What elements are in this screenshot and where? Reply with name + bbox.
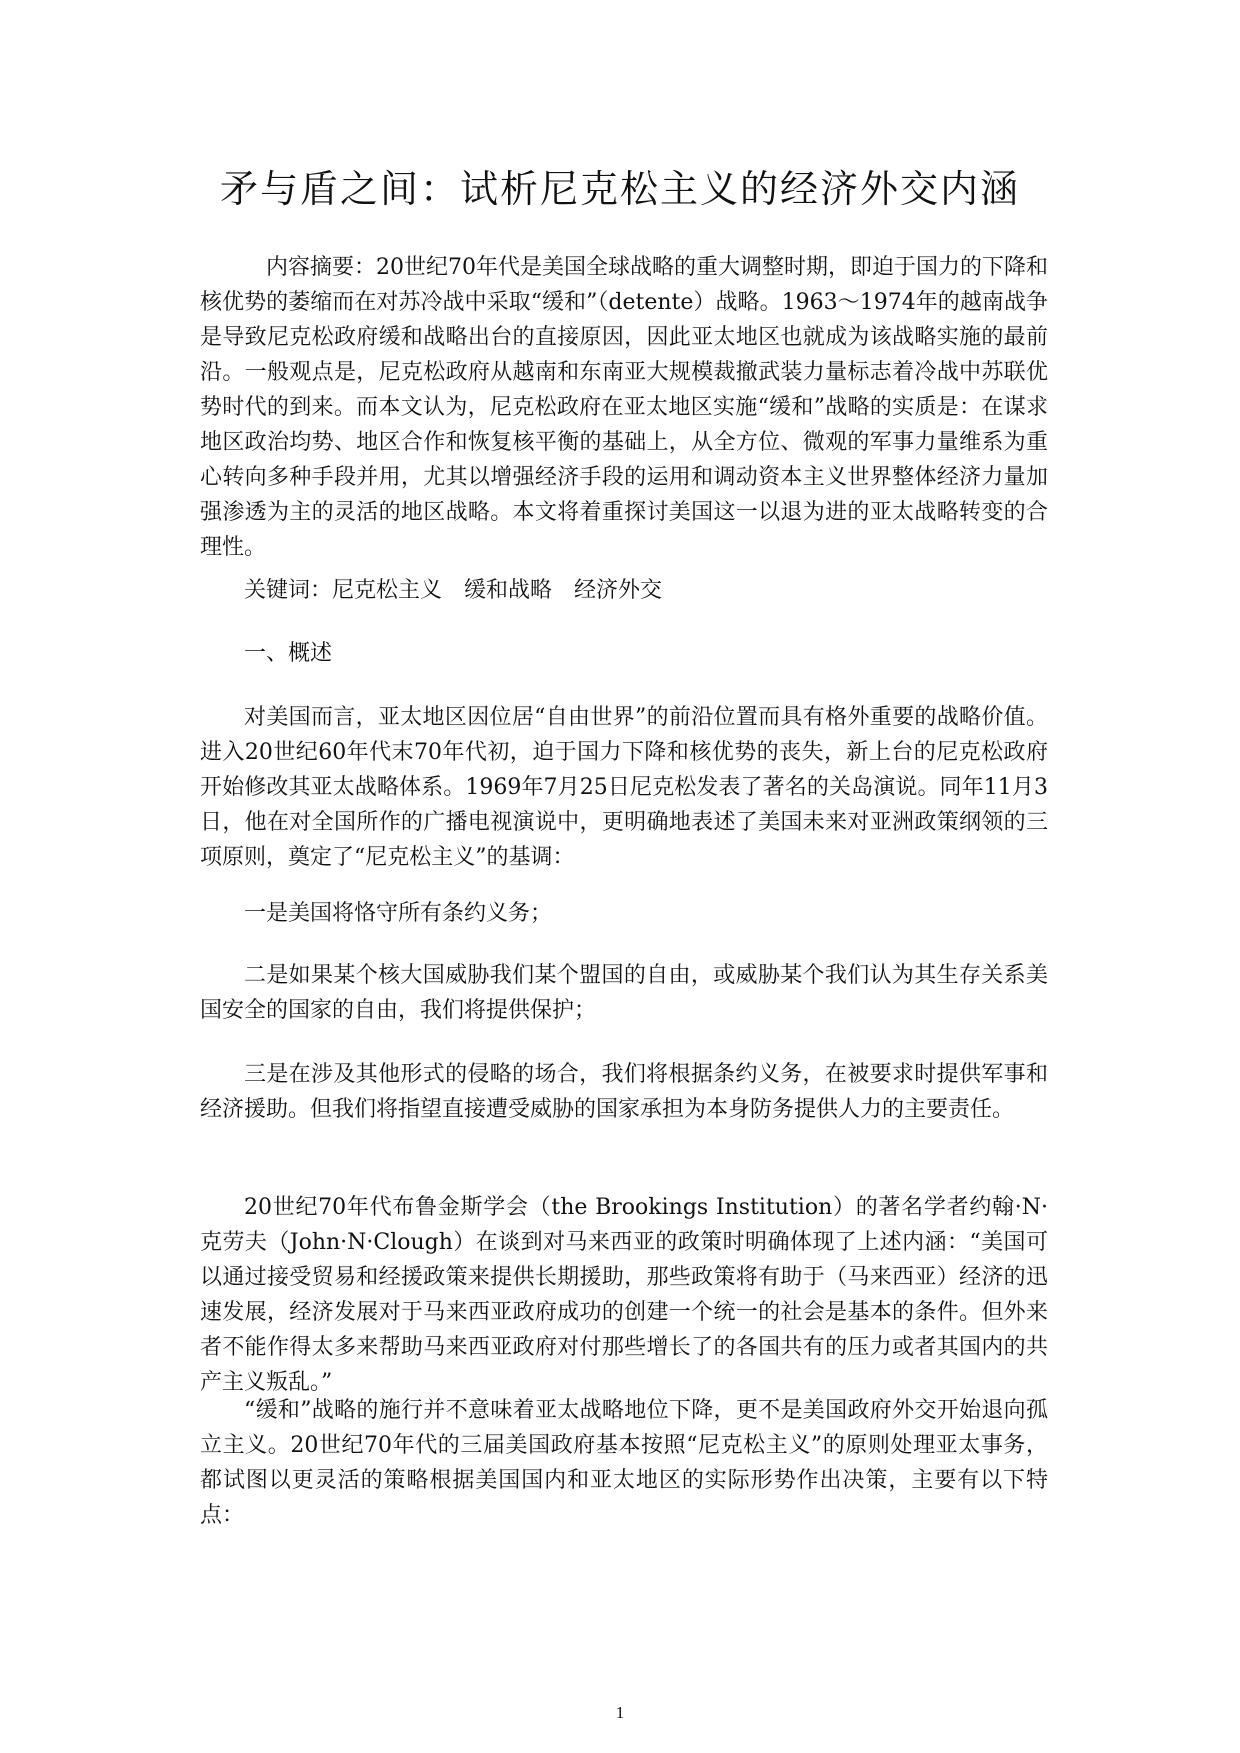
clough-quote-paragraph: 20世纪70年代布鲁金斯学会（the Brookings Institution）的著名学者约翰·N·克劳夫（John·N·Clough）在谈到对马来西亚的政策时明确体现了上述内涵：“美国可以通过接受贸易和经援政策来提供长期援助，那些政策将有助于（马来西亚）经济的迅速发展，经济发展对于马来西亚政府成功的创建一个统一的社会是基本的条件。但外来者不能作得太多来帮助马来西亚政府对付那些增长了的各国共有的压力或者其国内的共产主义叛乱。” (200, 1195, 1048, 1395)
page-number: 1 (615, 1703, 625, 1722)
principle-two-paragraph: 二是如果某个核大国威胁我们某个盟国的自由，或威胁某个我们认为其生存关系美国安全的国家的自由，我们将提供保护； (200, 963, 1048, 1023)
principle-three-paragraph: 三是在涉及其他形式的侵略的场合，我们将根据条约义务，在被要求时提供军事和经济援助。但我们将指望直接遭受威胁的国家承担为本身防务提供人力的主要责任。 (200, 1062, 1048, 1122)
detente-paragraph: “缓和”战略的施行并不意味着亚太战略地位下降，更不是美国政府外交开始退向孤立主义。20世纪70年代的三届美国政府基本按照“尼克松主义”的原则处理亚太事务，都试图以更灵活的策略根据美国国内和亚太地区的实际形势作出决策，主要有以下特点： (200, 1398, 1048, 1528)
abstract-paragraph: 内容摘要：20世纪70年代是美国全球战略的重大调整时期，即迫于国力的下降和核优势的萎缩而在对苏冷战中采取“缓和”（detente）战略。1963～1974年的越南战争是导致尼克松政府缓和战略出台的直接原因，因此亚太地区也就成为该战略实施的最前沿。一般观点是，尼克松政府从越南和东南亚大规模裁撤武装力量标志着冷战中苏联优势时代的到来。而本文认为，尼克松政府在亚太地区实施“缓和”战略的实质是：在谋求地区政治均势、地区合作和恢复核平衡的基础上，从全方位、微观的军事力量维系为重心转向多种手段并用，尤其以增强经济手段的运用和调动资本主义世界整体经济力量加强渗透为主的灵活的地区战略。本文将着重探讨美国这一以退为进的亚太战略转变的合理性。 (200, 255, 1048, 560)
document-title: 矛与盾之间：试析尼克松主义的经济外交内涵 (219, 167, 1020, 211)
intro-paragraph: 对美国而言，亚太地区因位居“自由世界”的前沿位置而具有格外重要的战略价值。进入20世纪60年代末70年代初，迫于国力下降和核优势的丧失，新上台的尼克松政府开始修改其亚太战略体系。1969年7月25日尼克松发表了著名的关岛演说。同年11月3日，他在对全国所作的广播电视演说中，更明确地表述了美国未来对亚洲政策纲领的三项原则，奠定了“尼克松主义”的基调： (200, 705, 1048, 870)
principle-one-paragraph: 一是美国将恪守所有条约义务； (244, 901, 553, 926)
section-heading: 一、概述 (244, 641, 333, 666)
keywords-line: 关键词：尼克松主义 缓和战略 经济外交 (244, 578, 663, 603)
